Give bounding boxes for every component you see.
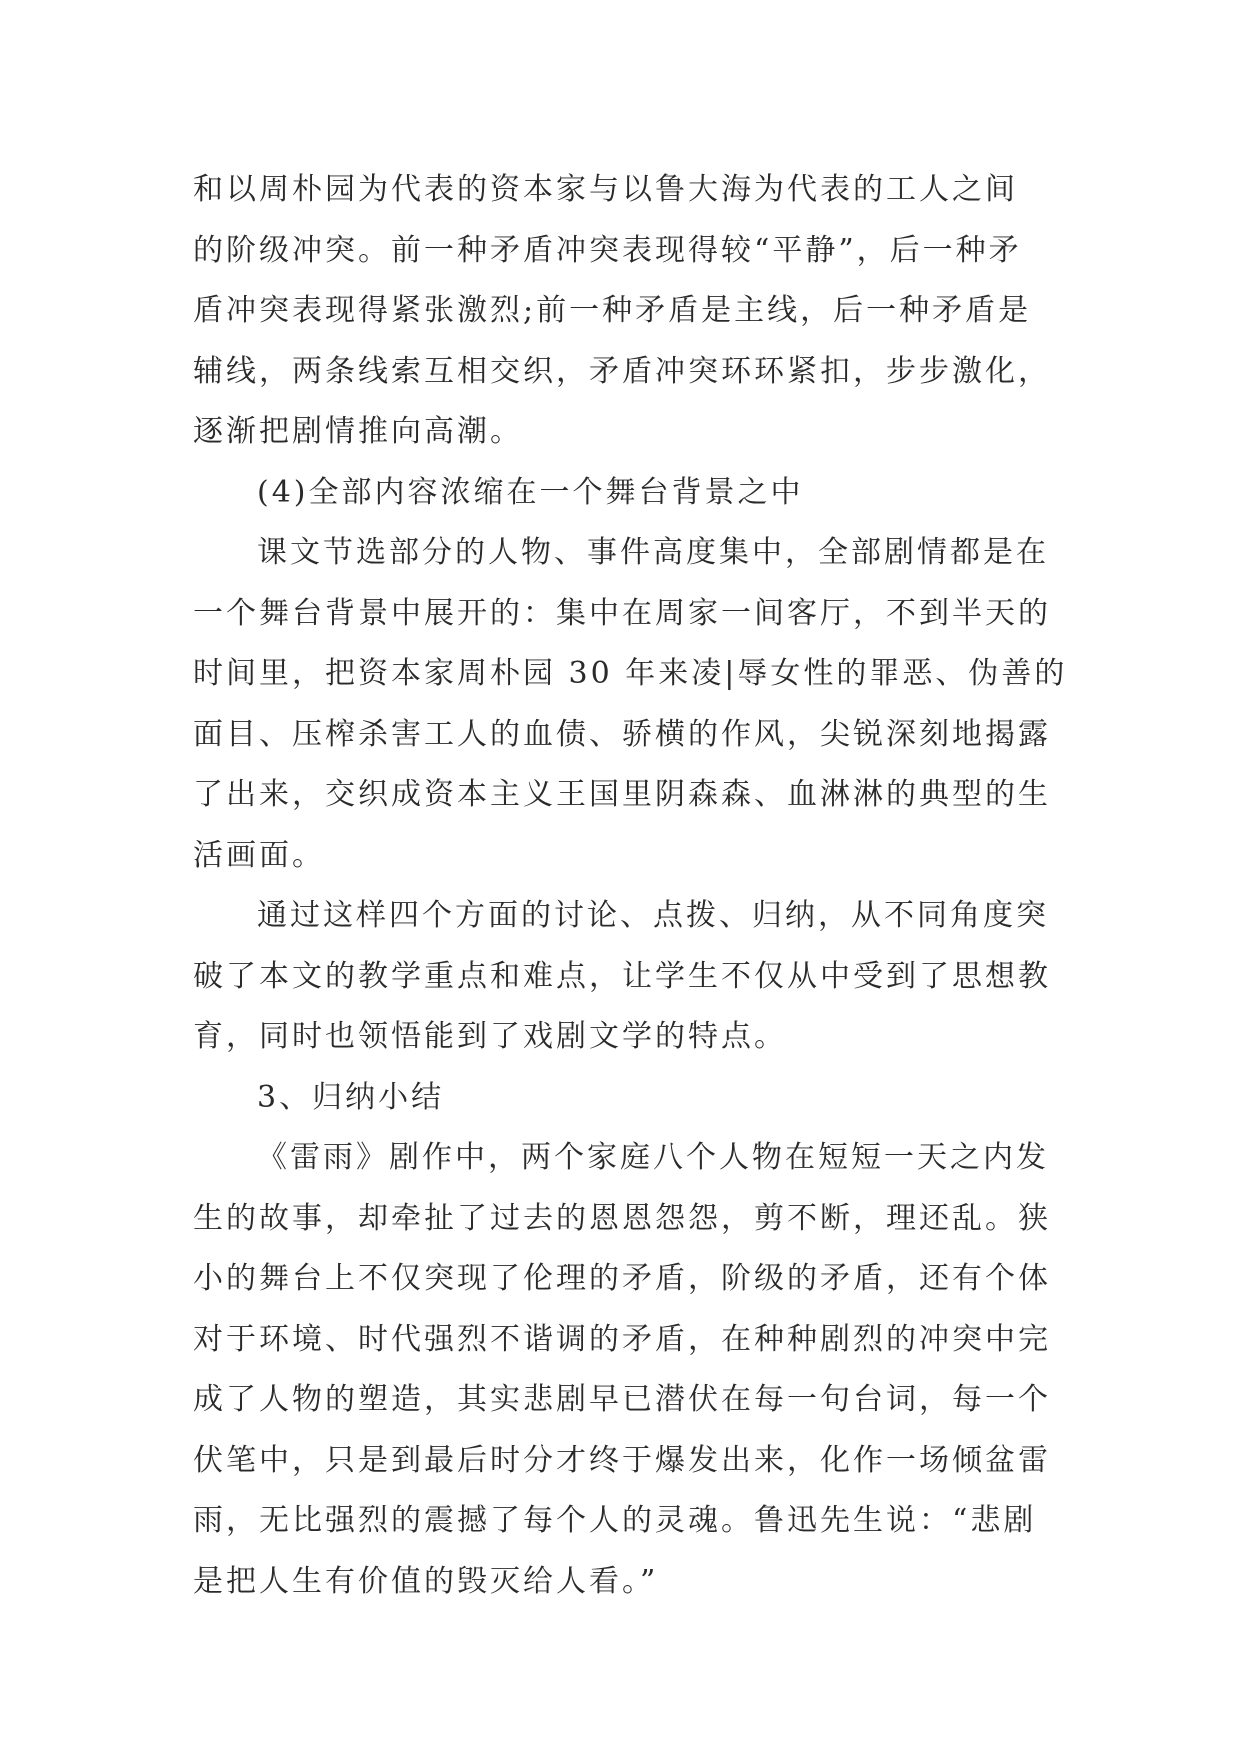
text-line: 了出来，交织成资本主义王国里阴森森、血淋淋的典型的生 xyxy=(193,777,1051,812)
paragraph-stage-setting xyxy=(193,523,1073,886)
section-heading-4 xyxy=(193,463,1073,524)
section-heading-3 xyxy=(193,1068,1073,1129)
text-line: 一个舞台背景中展开的：集中在周家一间客厅，不到半天的 xyxy=(193,595,1051,631)
text-line: 通过这样四个方面的讨论、点拨、归纳，从不同角度突 xyxy=(257,898,1049,933)
text-line: 时间里，把资本家周朴园 30 年来凌|辱女性的罪恶、伪善的 xyxy=(193,656,1068,691)
paragraph-conclusion xyxy=(193,1128,1073,1612)
text-line: 伏笔中，只是到最后时分才终于爆发出来，化作一场倾盆雷 xyxy=(193,1442,1051,1478)
text-line: 生的故事，却牵扯了过去的恩恩怨怨，剪不断，理还乱。狭 xyxy=(193,1200,1051,1236)
paragraph-conflict xyxy=(193,160,1073,463)
text-line: 对于环境、时代强烈不谐调的矛盾，在种种剧烈的冲突中完 xyxy=(193,1321,1051,1357)
text-line: 成了人物的塑造，其实悲剧早已潜伏在每一句台词，每一个 xyxy=(193,1382,1051,1417)
document-body xyxy=(193,160,1073,1612)
text-line: 小的舞台上不仅突现了伦理的矛盾，阶级的矛盾，还有个体 xyxy=(193,1261,1051,1296)
text-line: 是把人生有价值的毁灭给人看。” xyxy=(193,1563,659,1599)
text-line: 课文节选部分的人物、事件高度集中，全部剧情都是在 xyxy=(257,535,1049,570)
text-line: 活画面。 xyxy=(193,837,325,873)
text-line: 破了本文的教学重点和难点，让学生不仅从中受到了思想教 xyxy=(193,958,1051,994)
text-line: 和以周朴园为代表的资本家与以鲁大海为代表的工人之间 xyxy=(193,172,1018,207)
text-line: 的阶级冲突。前一种矛盾冲突表现得较“平静”，后一种矛 xyxy=(193,232,1022,268)
heading-text: 3、归纳小结 xyxy=(257,1079,445,1115)
text-line: 雨，无比强烈的震撼了每个人的灵魂。鲁迅先生说：“悲剧 xyxy=(193,1503,1037,1538)
text-line: 逐渐把剧情推向高潮。 xyxy=(193,414,523,449)
text-line: 育，同时也领悟能到了戏剧文学的特点。 xyxy=(193,1019,787,1054)
text-line: 辅线，两条线索互相交织，矛盾冲突环环紧扣，步步激化， xyxy=(193,353,1051,389)
text-line: 面目、压榨杀害工人的血债、骄横的作风，尖锐深刻地揭露 xyxy=(193,716,1051,752)
text-line: 盾冲突表现得紧张激烈;前一种矛盾是主线，后一种矛盾是 xyxy=(193,293,1032,328)
text-line: 《雷雨》剧作中，两个家庭八个人物在短短一天之内发 xyxy=(257,1140,1049,1175)
heading-text: (4)全部内容浓缩在一个舞台背景之中 xyxy=(257,474,804,510)
paragraph-discussion-summary xyxy=(193,886,1073,1068)
